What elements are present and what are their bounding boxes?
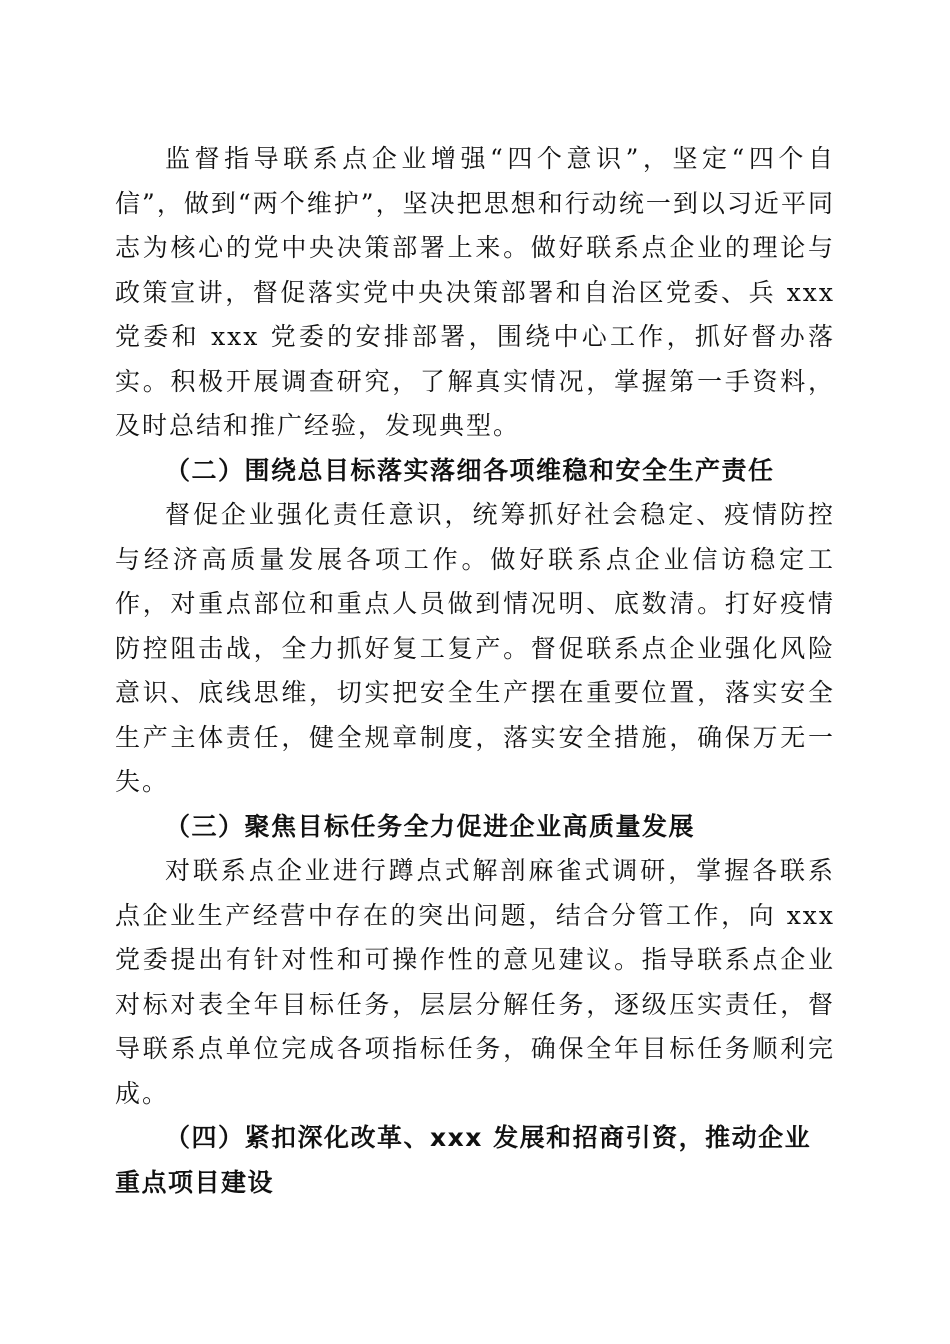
section-heading-2: （二）围绕总目标落实落细各项维稳和安全生产责任	[165, 455, 775, 485]
body-paragraph-2: 督促企业强化责任意识，统筹抓好社会稳定、疫情防控与经济高质量发展各项工作。做好联系点企业信访稳定工作，对重点部位和重点人员做到情况明、底数清。打好疫情防控阻击战，全力抓好复工复产。督促联系点企业强化风险意识、底线思维，切实把安全生产摆在重要位置，落实安全生产主体责任，健全规章制度，落实安全措施，确保万无一失。	[115, 500, 835, 796]
section-heading-4: （四）紧扣深化改革、xxx 发展和招商引资，推动企业重点项目建设	[115, 1123, 812, 1197]
document-body	[115, 137, 835, 1205]
body-paragraph-3: 对联系点企业进行蹲点式解剖麻雀式调研，掌握各联系点企业生产经营中存在的突出问题，结合分管工作，向 xxx 党委提出有针对性和可操作性的意见建议。指导联系点企业对标对表全年目标任务，层层分解任务，逐级压实责任，督导联系点单位完成各项指标任务，确保全年目标任务顺利完成。	[115, 856, 835, 1108]
section-heading-3: （三）聚焦目标任务全力促进企业高质量发展	[165, 811, 696, 841]
body-paragraph-1: 监督指导联系点企业增强“四个意识”，坚定“四个自信”，做到“两个维护”，坚决把思想和行动统一到以习近平同志为核心的党中央决策部署上来。做好联系点企业的理论与政策宣讲，督促落实党中央决策部署和自治区党委、兵 xxx 党委和 xxx 党委的安排部署，围绕中心工作，抓好督办落实。积极开展调查研究，了解真实情况，掌握第一手资料，及时总结和推广经验，发现典型。	[115, 144, 835, 440]
